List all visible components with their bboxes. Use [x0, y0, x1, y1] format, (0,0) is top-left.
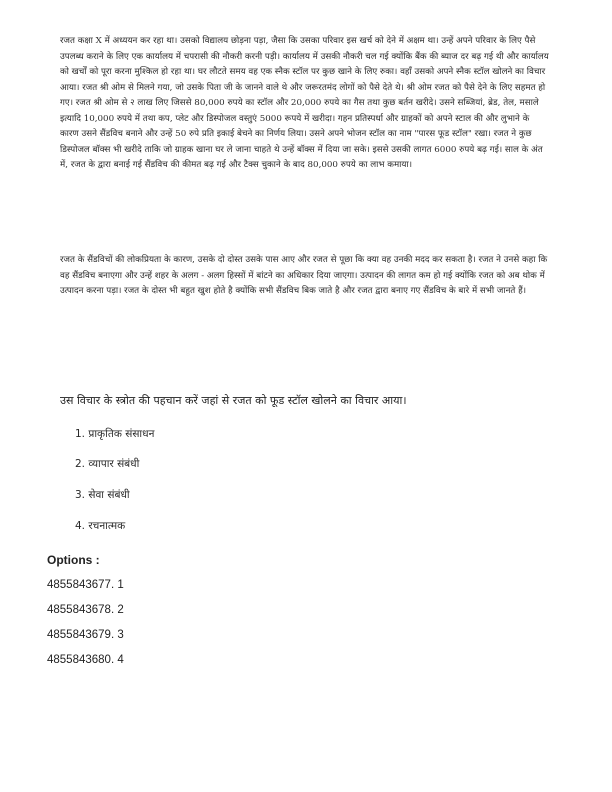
passage-paragraph-2: रजत के सैंडविचों की लोकप्रियता के कारण, उसके दो दोस्त उसके पास आए और रजत से पूछा कि क्या वह उनकी मदद कर सकता है। रजत ने उनसे कहा कि वह सैंडविच बनाएगा और उन्हें शहर के अलग - अलग हिस्सों में बांटने का अधिकार दिया जाएगा। उत्पादन की लागत कम हो गई क्योंकि रजत को अब थोक में उत्पादन करना पड़ा। रजत के दोस्त भी बहुत खुश होते है क्योंकि सभी सैंडविच बिक जाते है और रजत द्वारा बनाए गए सैंडविच के बारे में सभी जानते हैं। — [60, 255, 548, 296]
choice-item: 1. प्राकृतिक संसाधन — [75, 428, 155, 440]
options-heading: Options : — [47, 553, 100, 567]
choice-item: 2. व्यापार संबंधी — [75, 458, 140, 470]
question-text: उस विचार के स्त्रोत की पहचान करें जहां से रजत को फूड स्टॉल खोलने का विचार आया। — [60, 394, 407, 407]
option-id-row: 4855843678. 2 — [47, 604, 124, 616]
choice-item: 3. सेवा संबंधी — [75, 489, 130, 501]
option-id-row: 4855843679. 3 — [47, 629, 124, 641]
option-id-row: 4855843677. 1 — [47, 579, 124, 591]
passage-paragraph-1: रजत कक्षा X में अध्ययन कर रहा था। उसको विद्यालय छोड़ना पड़ा, जैसा कि उसका परिवार इस खर्च को देने में अक्षम था। उन्हें अपने परिवार के लिए पैसे उपलब्ध कराने के लिए एक कार्यालय में चपरासी की नौकरी करनी पड़ी। कार्यालय में उसकी नौकरी चल गई क्योंकि बैंक की ब्याज दर बढ़ गई थी और कार्यालय को खर्चों को पूरा करना मुश्किल हो रहा था। घर लौटते समय वह एक स्नैक स्टॉल पर कुछ खाने के लिए रुका। वहाँ उसको अपने स्नैक स्टॉल खोलने का विचार आया। रजत श्री ओम से मिलने गया, जो उसके पिता जी के जानने वाले थे और जरूरतमंद लोगों को पैसे देते थे। श्री ओम रजत को पैसे देने के लिए सहमत हो गए। रजत श्री ओम से २ लाख लिए जिससे 80,000 रुपये का स्टॉल और 20,000 रुपये का गैस तथा कुछ बर्तन खरीदे। उसने सब्जियां, ब्रेड, तेल, मसाले इत्यादि 10,000 रुपये में तथा कप, प्लेट और डिस्पोजल वस्तुएं 5000 रूपये में खरीदा। गहन प्रतिस्पर्धा और ग्राहकों को अपने स्टाल की और लुभाने के कारण उसने सैंडविच बनाने और उन्हें 50 रुपे प्रति इकाई बेचने का निर्णय लिया। उसने अपने भोजन स्टॉल का नाम "पारस फूड स्टॉल" रखा। रजत ने कुछ डिस्पोजल बॉक्स भी खरीदे ताकि जो ग्राहक खाना घर ले जाना चाहते थे उन्हें बॉक्स में दिया जा सके। इससे उसकी लागत 6000 रुपये बढ़ गई। साल के अंत में, रजत के द्वारा बनाई गई सैंडविच की कीमत बढ़ गई और टैक्स चुकाने के बाद 80,000 रुपये का लाभ कमाया। — [60, 36, 549, 170]
option-id-row: 4855843680. 4 — [47, 654, 124, 666]
choice-item: 4. रचनात्मक — [75, 520, 126, 532]
